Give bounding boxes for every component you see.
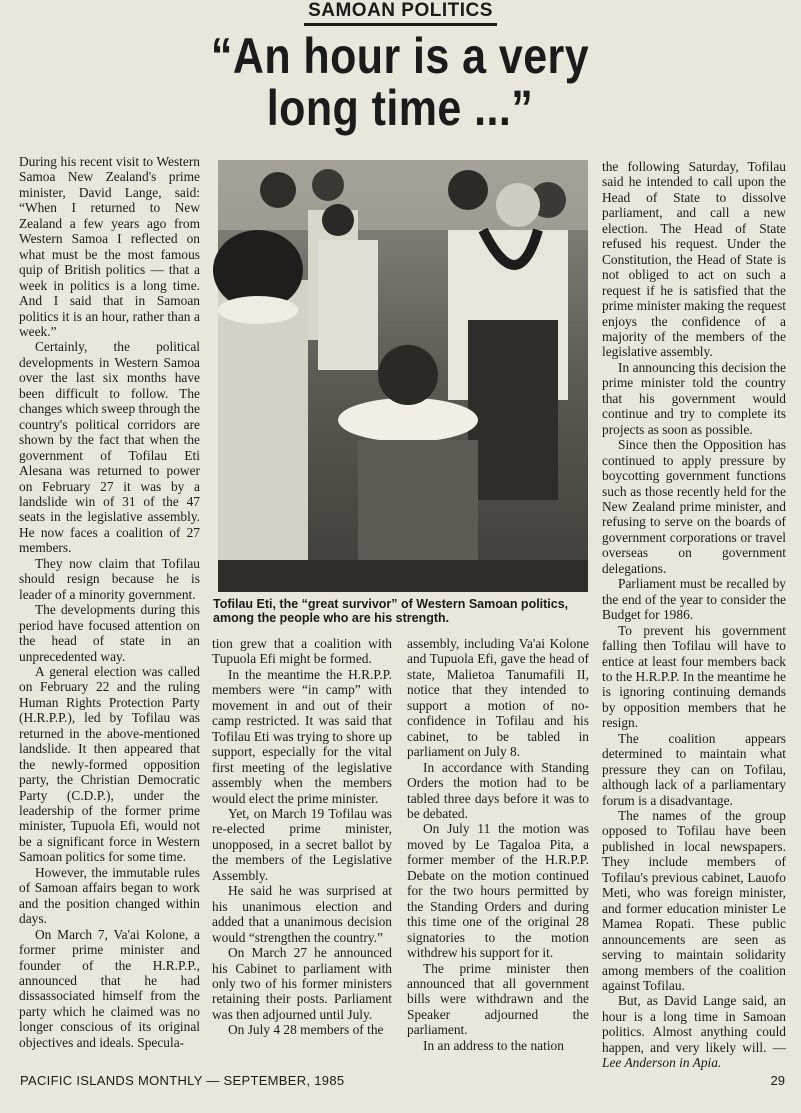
paragraph: The developments during this period have focused attention on the head of state in an unprecedented way. xyxy=(19,602,200,664)
paragraph: The names of the group opposed to Tofilau have been published in local newspapers. They include members of Tofilau's previous cabinet, Lauofo Meti, who was foreign minister, and former education minister Le Mamea Ropati. These public announcements are seen as serving to maintain solidarity among members of the coalition against Tofilau. xyxy=(602,808,786,994)
photo-caption: Tofilau Eti, the “great survivor” of Western Samoan politics, among the people who are his strength. xyxy=(213,597,569,625)
headline-line-2: long time ...” xyxy=(266,80,534,136)
paragraph: The prime minister then announced that all government bills were withdrawn and the Speaker adjourned the parliament. xyxy=(407,960,589,1038)
paragraph: In accordance with Standing Orders the motion had to be tabled three days before it was to be debated. xyxy=(407,759,589,821)
article-column-1 xyxy=(19,154,200,1056)
page-number: 29 xyxy=(770,1073,785,1088)
paragraph xyxy=(602,993,786,1070)
paragraph: On July 11 the motion was moved by Le Tagaloa Pita, a former member of the H.R.P.P. Debate on the motion continued for the two hours permitted by the Standing Orders and during this time one of the original 28 signatories to the motion withdrew his support for it. xyxy=(407,821,589,961)
section-label xyxy=(0,0,801,26)
paragraph: To prevent his government falling then Tofilau will have to entice at least four members back to the H.R.P.P. In the meantime he is ignoring continuing demands by opposition members that he resign. xyxy=(602,622,786,731)
paragraph: In announcing this decision the prime minister told the country that his government would continue and try to complete its projects as soon as possible. xyxy=(602,359,786,437)
author-signature: Lee Anderson in Apia. xyxy=(602,1055,722,1071)
headline xyxy=(185,30,615,134)
paragraph: In the meantime the H.R.P.P. members were “in camp” with movement in and out of their camp restricted. It was said that Tofilau Eti was trying to shore up support, especially for the vital first meeting of the legislative assembly when the members would elect the prime minister. xyxy=(212,666,392,806)
publication-line: PACIFIC ISLANDS MONTHLY — SEPTEMBER, 1985 xyxy=(20,1073,345,1088)
article-column-2 xyxy=(212,636,392,1056)
paragraph: They now claim that Tofilau should resign because he is leader of a minority government. xyxy=(19,555,200,602)
paragraph: Certainly, the political developments in Western Samoa over the last six months have been difficult to follow. The changes which sweep through the country's political corridors are shown by the fact that when the government of Tofilau Eti Alesana was returned to power on February 27 it was by a landslide win of 31 of the 47 seats in the legislative assembly. He now faces a coalition of 27 members. xyxy=(19,339,200,556)
article-column-3 xyxy=(407,636,589,1056)
paragraph: He said he was surprised at his unanimous election and added that a unanimous decision would “strengthen the country.” xyxy=(212,883,392,945)
paragraph: A general election was called on February 22 and the ruling Human Rights Protection Party (H.R.P.P.), led by Tofilau was returned in the above-mentioned landslide. It then appeared that the newly-formed opposition party, the Christian Democratic Party (C.D.P.), under the leadership of the former prime minister, Tupuola Efi, would not be a significant force in Western Samoan politics for some time. xyxy=(19,663,200,865)
paragraph: However, the immutable rules of Samoan affairs began to work and the position changed within days. xyxy=(19,864,200,927)
headline-line-1: “An hour is a very xyxy=(210,28,590,84)
paragraph: The coalition appears determined to maintain what pressure they can on Tofilau, although lack of a parliamentary forum is a disadvantage. xyxy=(602,730,786,808)
photo-illustration xyxy=(218,160,588,592)
paragraph: the following Saturday, Tofilau said he intended to call upon the Head of State to dissolve parliament, and call a new election. The Head of State refused his request. Under the Constitution, the Head of State is not obliged to act on such a request if he is satisfied that the prime minister making the request enjoys the confidence of a majority of the members of the legislative assembly. xyxy=(602,159,786,360)
paragraph: On March 7, Va'ai Kolone, a former prime minister and founder of the H.R.P.P., announced that he had dissassociated himself from the party which he claimed was no longer conscious of its original objectives and ideals. Specula- xyxy=(19,926,200,1050)
paragraph: In an address to the nation xyxy=(423,1037,564,1053)
paragraph: During his recent visit to Western Samoa New Zealand's prime minister, David Lange, said: “When I returned to New Zealand a few years ago from Western Samoa I reflected on what must be the most famous quip of British politics — that a week in politics is a long time. And I said that in Samoan politics it is an hour, rather than a week.” xyxy=(19,154,200,339)
paragraph: tion grew that a coalition with Tupuola Efi might be formed. xyxy=(212,636,392,667)
closing-text: But, as David Lange said, an hour is a long time in Samoan politics. Almost anything could happen, and very likely will. — xyxy=(602,993,786,1055)
paragraph: Since then the Opposition has continued to apply pressure by boycotting government functions such as those recently held for the New Zealand prime minister, and refusing to serve on the boards of government corporations or travel overseas on government delegations. xyxy=(602,437,786,576)
paragraph: Parliament must be recalled by the end of the year to consider the Budget for 1986. xyxy=(602,576,786,623)
section-label-text: SAMOAN POLITICS xyxy=(304,0,497,26)
news-photo xyxy=(218,160,588,592)
paragraph: On July 4 28 members of the xyxy=(228,1022,384,1038)
paragraph: assembly, including Va'ai Kolone and Tupuola Efi, gave the head of state, Malietoa Tanumafili II, notice that they intended to support a motion of no-confidence in Tofilau and his cabinet, to be tabled in parliament on July 8. xyxy=(407,636,589,760)
paragraph: Yet, on March 19 Tofilau was re-elected prime minister, unopposed, in a secret ballot by the members of the Legislative Assembly. xyxy=(212,805,392,883)
article-column-4 xyxy=(602,159,786,1071)
paragraph: On March 27 he announced his Cabinet to parliament with only two of his former ministers retaining their posts. Parliament was then adjourned until July. xyxy=(212,945,392,1022)
